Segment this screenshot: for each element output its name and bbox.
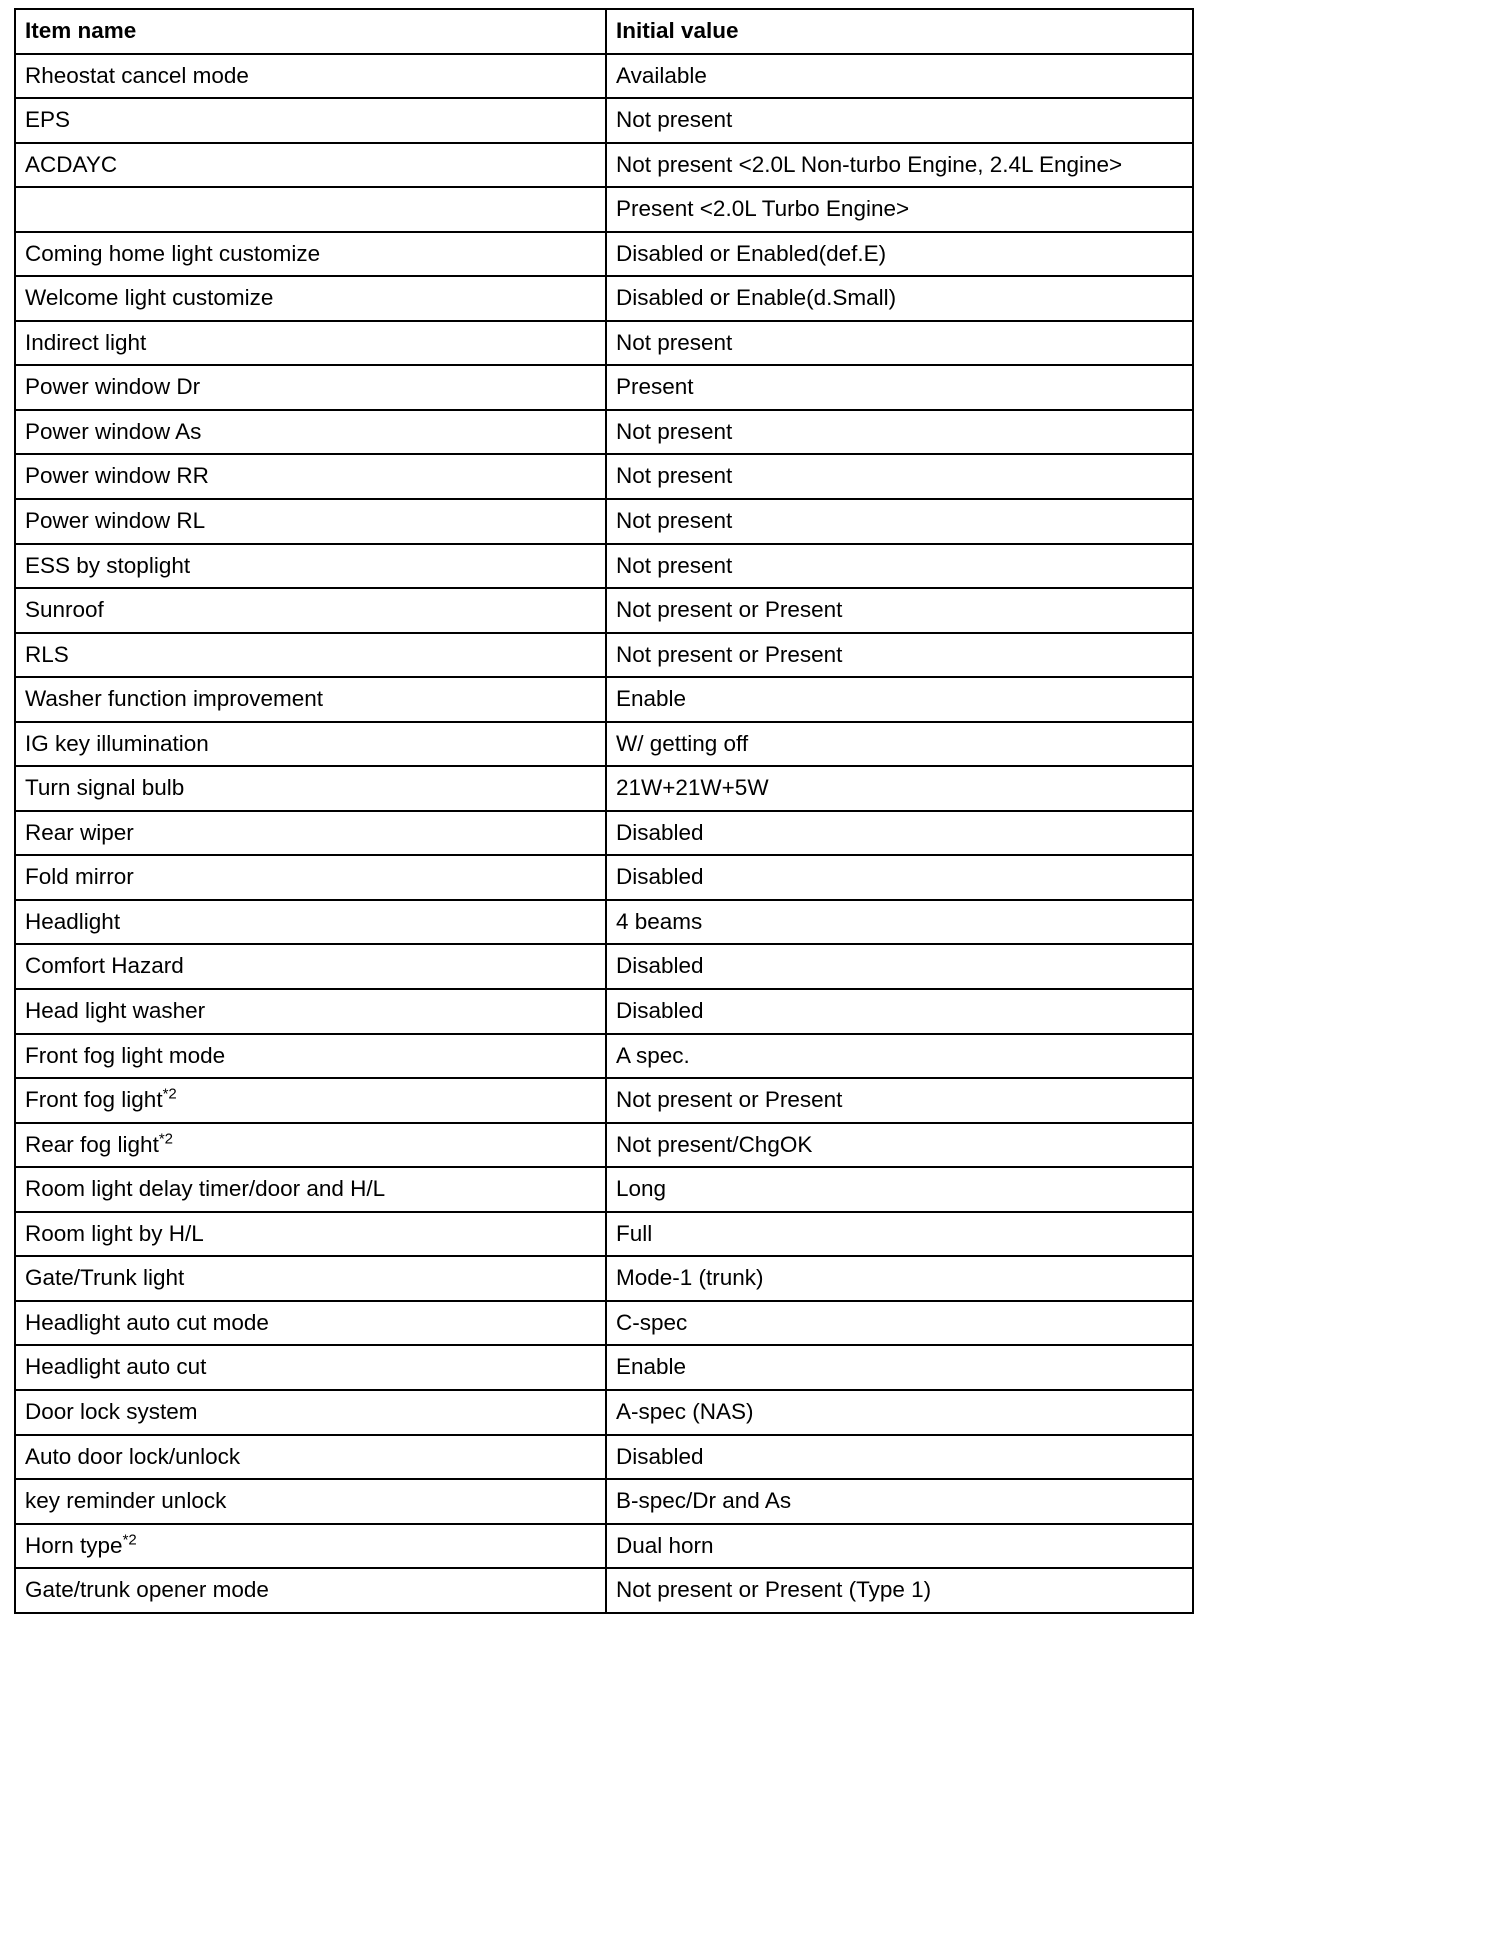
item-name-text: RLS bbox=[25, 641, 69, 667]
cell-item-name bbox=[15, 187, 606, 232]
initial-value-text: Not present bbox=[616, 463, 733, 489]
item-name-text: IG key illumination bbox=[25, 730, 209, 756]
table-row bbox=[15, 1034, 1193, 1079]
item-name-text: Power window RL bbox=[25, 508, 206, 534]
cell-initial-value bbox=[606, 944, 1193, 989]
cell-initial-value bbox=[606, 1078, 1193, 1123]
cell-item-name bbox=[15, 410, 606, 455]
cell-item-name bbox=[15, 321, 606, 366]
cell-initial-value bbox=[606, 1390, 1193, 1435]
initial-value-text: Long bbox=[616, 1176, 667, 1202]
cell-item-name bbox=[15, 499, 606, 544]
table-row bbox=[15, 989, 1193, 1034]
column-header-initial-value: Initial value bbox=[606, 9, 1193, 54]
cell-initial-value bbox=[606, 1167, 1193, 1212]
item-name-text: Room light by H/L bbox=[25, 1220, 204, 1246]
table-row bbox=[15, 722, 1193, 767]
cell-initial-value bbox=[606, 410, 1193, 455]
initial-value-text: Mode-1 (trunk) bbox=[616, 1265, 764, 1291]
specification-table bbox=[14, 8, 1194, 1614]
item-name-text: Door lock system bbox=[25, 1398, 198, 1424]
initial-value-text: Enable bbox=[616, 686, 687, 712]
cell-item-name bbox=[15, 143, 606, 188]
table-row bbox=[15, 766, 1193, 811]
cell-initial-value bbox=[606, 1212, 1193, 1257]
item-name-text: Welcome light customize bbox=[25, 285, 274, 311]
cell-item-name bbox=[15, 766, 606, 811]
cell-initial-value bbox=[606, 1123, 1193, 1168]
cell-item-name bbox=[15, 1390, 606, 1435]
cell-initial-value bbox=[606, 855, 1193, 900]
cell-item-name bbox=[15, 633, 606, 678]
cell-item-name bbox=[15, 900, 606, 945]
initial-value-text: Not present bbox=[616, 508, 733, 534]
cell-item-name bbox=[15, 1256, 606, 1301]
item-name-text: ESS by stoplight bbox=[25, 552, 191, 578]
table-row bbox=[15, 54, 1193, 99]
item-name-text: Washer function improvement bbox=[25, 686, 324, 712]
cell-initial-value bbox=[606, 900, 1193, 945]
cell-item-name bbox=[15, 1435, 606, 1480]
item-name-text: Rear fog light bbox=[25, 1131, 159, 1157]
initial-value-text: Available bbox=[616, 62, 707, 88]
cell-item-name bbox=[15, 98, 606, 143]
cell-initial-value bbox=[606, 1034, 1193, 1079]
cell-item-name bbox=[15, 811, 606, 856]
initial-value-text: Present bbox=[616, 374, 694, 400]
cell-item-name bbox=[15, 365, 606, 410]
item-name-text: Headlight auto cut bbox=[25, 1354, 207, 1380]
initial-value-text: A-spec (NAS) bbox=[616, 1398, 754, 1424]
initial-value-text: W/ getting off bbox=[616, 730, 749, 756]
initial-value-text: Disabled bbox=[616, 953, 704, 979]
initial-value-text: Not present bbox=[616, 552, 733, 578]
cell-initial-value bbox=[606, 1568, 1193, 1613]
cell-initial-value bbox=[606, 499, 1193, 544]
table-row bbox=[15, 900, 1193, 945]
cell-item-name bbox=[15, 276, 606, 321]
cell-initial-value bbox=[606, 98, 1193, 143]
cell-item-name bbox=[15, 677, 606, 722]
cell-initial-value bbox=[606, 588, 1193, 633]
table-row bbox=[15, 321, 1193, 366]
initial-value-text: Disabled or Enable(d.Small) bbox=[616, 285, 897, 311]
cell-initial-value bbox=[606, 454, 1193, 499]
table-header bbox=[15, 9, 1193, 54]
table-row bbox=[15, 499, 1193, 544]
table-row bbox=[15, 1568, 1193, 1613]
cell-initial-value bbox=[606, 633, 1193, 678]
item-name-text: Rear wiper bbox=[25, 819, 134, 845]
cell-item-name bbox=[15, 1345, 606, 1390]
cell-item-name bbox=[15, 1479, 606, 1524]
cell-initial-value bbox=[606, 1301, 1193, 1346]
cell-item-name bbox=[15, 588, 606, 633]
table-row bbox=[15, 1435, 1193, 1480]
item-name-text: Indirect light bbox=[25, 329, 147, 355]
cell-initial-value bbox=[606, 365, 1193, 410]
table-row bbox=[15, 677, 1193, 722]
item-name-text: Room light delay timer/door and H/L bbox=[25, 1176, 386, 1202]
table-row bbox=[15, 1524, 1193, 1569]
initial-value-text: Not present or Present (Type 1) bbox=[616, 1577, 932, 1603]
item-name-text: Headlight auto cut mode bbox=[25, 1309, 269, 1335]
table-row bbox=[15, 276, 1193, 321]
initial-value-text: Not present or Present bbox=[616, 1087, 843, 1113]
table-row bbox=[15, 365, 1193, 410]
table-row bbox=[15, 544, 1193, 589]
initial-value-text: Not present/ChgOK bbox=[616, 1131, 813, 1157]
footnote-marker: *2 bbox=[158, 1130, 174, 1148]
cell-initial-value bbox=[606, 1256, 1193, 1301]
footnote-marker: *2 bbox=[122, 1531, 137, 1549]
table-row bbox=[15, 232, 1193, 277]
table-body bbox=[15, 54, 1193, 1613]
table-row bbox=[15, 1167, 1193, 1212]
initial-value-text: Disabled or Enabled(def.E) bbox=[616, 240, 887, 266]
cell-initial-value bbox=[606, 989, 1193, 1034]
item-name-text: ACDAYC bbox=[25, 151, 118, 177]
cell-item-name bbox=[15, 1078, 606, 1123]
item-name-text: Gate/Trunk light bbox=[25, 1265, 185, 1291]
cell-item-name bbox=[15, 1167, 606, 1212]
table-row bbox=[15, 143, 1193, 188]
cell-item-name bbox=[15, 855, 606, 900]
cell-item-name bbox=[15, 544, 606, 589]
item-name-text: EPS bbox=[25, 107, 71, 133]
table-row bbox=[15, 811, 1193, 856]
initial-value-text: Disabled bbox=[616, 1443, 704, 1469]
cell-item-name bbox=[15, 1524, 606, 1569]
cell-initial-value bbox=[606, 321, 1193, 366]
cell-initial-value bbox=[606, 766, 1193, 811]
cell-initial-value bbox=[606, 143, 1193, 188]
initial-value-text: Present <2.0L Turbo Engine> bbox=[616, 196, 910, 222]
initial-value-text: Not present bbox=[616, 329, 733, 355]
table-row bbox=[15, 187, 1193, 232]
item-name-text: Coming home light customize bbox=[25, 240, 321, 266]
cell-initial-value bbox=[606, 811, 1193, 856]
table-row bbox=[15, 98, 1193, 143]
item-name-text: Comfort Hazard bbox=[25, 953, 184, 979]
cell-initial-value bbox=[606, 276, 1193, 321]
initial-value-text: C-spec bbox=[616, 1309, 688, 1335]
item-name-text: Front fog light bbox=[25, 1087, 163, 1113]
table-row bbox=[15, 633, 1193, 678]
item-name-text: Gate/trunk opener mode bbox=[25, 1577, 269, 1603]
initial-value-text: Not present bbox=[616, 418, 733, 444]
table-row bbox=[15, 1479, 1193, 1524]
initial-value-text: Not present or Present bbox=[616, 641, 843, 667]
item-name-text: Horn type bbox=[25, 1532, 123, 1558]
cell-initial-value bbox=[606, 1479, 1193, 1524]
item-name-text: Power window As bbox=[25, 418, 202, 444]
initial-value-text: Full bbox=[616, 1220, 653, 1246]
cell-initial-value bbox=[606, 1524, 1193, 1569]
item-name-text: Fold mirror bbox=[25, 864, 134, 890]
table-row bbox=[15, 855, 1193, 900]
cell-item-name bbox=[15, 454, 606, 499]
cell-item-name bbox=[15, 1212, 606, 1257]
item-name-text: Auto door lock/unlock bbox=[25, 1443, 241, 1469]
cell-item-name bbox=[15, 1301, 606, 1346]
item-name-text: Front fog light mode bbox=[25, 1042, 226, 1068]
table-row bbox=[15, 1301, 1193, 1346]
initial-value-text: Disabled bbox=[616, 819, 704, 845]
cell-initial-value bbox=[606, 1435, 1193, 1480]
initial-value-text: 21W+21W+5W bbox=[616, 775, 769, 801]
cell-initial-value bbox=[606, 722, 1193, 767]
footnote-marker: *2 bbox=[162, 1085, 177, 1103]
initial-value-text: Disabled bbox=[616, 864, 704, 890]
table-row bbox=[15, 454, 1193, 499]
initial-value-text: A spec. bbox=[616, 1042, 690, 1068]
cell-item-name bbox=[15, 1123, 606, 1168]
table-row bbox=[15, 410, 1193, 455]
cell-item-name bbox=[15, 54, 606, 99]
initial-value-text: Not present or Present bbox=[616, 597, 843, 623]
cell-item-name bbox=[15, 722, 606, 767]
initial-value-text: Enable bbox=[616, 1354, 687, 1380]
cell-item-name bbox=[15, 944, 606, 989]
cell-initial-value bbox=[606, 187, 1193, 232]
table-row bbox=[15, 1078, 1193, 1123]
item-name-text: Rheostat cancel mode bbox=[25, 62, 249, 88]
cell-item-name bbox=[15, 232, 606, 277]
cell-initial-value bbox=[606, 232, 1193, 277]
item-name-text: Turn signal bulb bbox=[25, 775, 185, 801]
table-row bbox=[15, 1390, 1193, 1435]
item-name-text: Power window RR bbox=[25, 463, 209, 489]
table-header-row bbox=[15, 9, 1193, 54]
cell-item-name bbox=[15, 989, 606, 1034]
table-row bbox=[15, 1345, 1193, 1390]
table-row bbox=[15, 1256, 1193, 1301]
initial-value-text: Dual horn bbox=[616, 1532, 714, 1558]
item-name-text: Head light washer bbox=[25, 998, 206, 1024]
cell-item-name bbox=[15, 1034, 606, 1079]
table-row bbox=[15, 588, 1193, 633]
cell-initial-value bbox=[606, 544, 1193, 589]
initial-value-text: Not present bbox=[616, 107, 733, 133]
column-header-item-name: Item name bbox=[15, 9, 606, 54]
initial-value-text: Disabled bbox=[616, 998, 704, 1024]
cell-initial-value bbox=[606, 677, 1193, 722]
item-name-text: Power window Dr bbox=[25, 374, 201, 400]
cell-initial-value bbox=[606, 1345, 1193, 1390]
table-row bbox=[15, 1212, 1193, 1257]
cell-initial-value bbox=[606, 54, 1193, 99]
item-name-text: key reminder unlock bbox=[25, 1488, 227, 1514]
item-name-text: Headlight bbox=[25, 908, 121, 934]
table-row bbox=[15, 944, 1193, 989]
initial-value-text: B-spec/Dr and As bbox=[616, 1488, 792, 1514]
cell-item-name bbox=[15, 1568, 606, 1613]
table-row bbox=[15, 1123, 1193, 1168]
initial-value-text: Not present <2.0L Non-turbo Engine, 2.4L Engine> bbox=[616, 151, 1123, 177]
initial-value-text: 4 beams bbox=[616, 908, 703, 934]
item-name-text: Sunroof bbox=[25, 597, 104, 623]
